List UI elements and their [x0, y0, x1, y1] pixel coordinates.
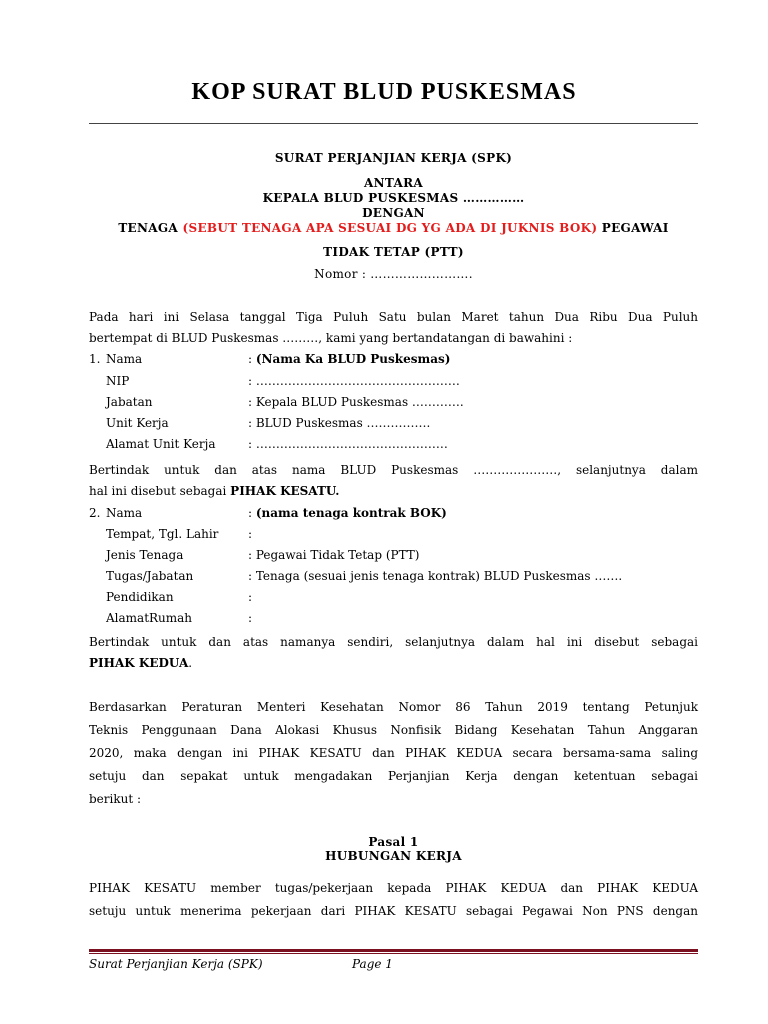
- party1-value-unit: : BLUD Puskesmas …………….: [248, 416, 431, 430]
- party1-role: PIHAK KESATU.: [230, 484, 340, 498]
- party1-row-nama: [89, 352, 698, 372]
- party2-value-tugas: : Tenaga (sesuai jenis tenaga kontrak) BLUD Puskesmas …….: [248, 569, 623, 583]
- doc-title-antara: ANTARA: [364, 176, 423, 190]
- footer-doc-title: Surat Perjanjian Kerja (SPK): [89, 957, 263, 971]
- doc-title-party1: KEPALA BLUD PUSKESMAS ……………: [262, 191, 525, 205]
- letterhead-title: KOP SURAT BLUD PUSKESMAS: [191, 79, 577, 105]
- doc-title-party2-end: PEGAWAI: [597, 221, 669, 235]
- intro-line-2: bertempat di BLUD Puskesmas ………, kami yang bertandatangan di bawahini :: [89, 331, 573, 345]
- basis-line-5: berikut :: [89, 792, 142, 806]
- pasal1-subtitle: HUBUNGAN KERJA: [325, 849, 462, 863]
- party2-row-pendidikan: [89, 590, 698, 610]
- pasal1-line-1: PIHAK KESATU member tugas/pekerjaan kepada PIHAK KEDUA dan PIHAK KEDUA: [89, 881, 698, 895]
- party1-row-jabatan: [89, 395, 698, 415]
- party2-row-jenis: [89, 548, 698, 568]
- party1-row-alamat: [89, 437, 698, 457]
- party1-label-unit: Unit Kerja: [106, 416, 169, 430]
- party2-row-alamat: [89, 611, 698, 631]
- footer-page-number: Page 1: [352, 957, 393, 971]
- basis-line-3: 2020, maka dengan ini PIHAK KESATU dan PIHAK KEDUA secara bersama-sama saling: [89, 746, 698, 760]
- footer-divider-thin: [89, 953, 698, 954]
- party2-statement-line-2: [89, 653, 698, 674]
- doc-title: SURAT PERJANJIAN KERJA (SPK): [274, 151, 513, 165]
- party1-value-alamat: : …………………………………………: [248, 437, 448, 451]
- party1-row-nip: [89, 374, 698, 394]
- party2-statement-line-1: Bertindak untuk dan atas namanya sendiri, selanjutnya dalam hal ini disebut sebagai: [89, 635, 698, 649]
- party2-number: 2.: [89, 506, 101, 520]
- party2-name-placeholder: (nama tenaga kontrak BOK): [255, 506, 447, 520]
- party2-label-pendidikan: Pendidikan: [106, 590, 174, 604]
- intro-line-1: Pada hari ini Selasa tanggal Tiga Puluh Satu bulan Maret tahun Dua Ribu Dua Puluh: [89, 310, 698, 324]
- party1-value-nip: : ……………………………………………: [248, 374, 460, 388]
- party1-label-nama: Nama: [106, 352, 143, 366]
- party2-value-ttl: :: [248, 527, 253, 541]
- party1-statement-line-2: [89, 481, 698, 502]
- pasal1-line-2: setuju untuk menerima pekerjaan dari PIHAK KESATU sebagai Pegawai Non PNS dengan: [89, 904, 698, 918]
- basis-line-1: Berdasarkan Peraturan Menteri Kesehatan Nomor 86 Tahun 2019 tentang Petunjuk: [89, 700, 698, 714]
- party2-label-tugas: Tugas/Jabatan: [106, 569, 194, 583]
- party2-statement-end: .: [188, 656, 193, 670]
- party2-row-nama: [89, 506, 698, 526]
- doc-title-ptt: TIDAK TETAP (PTT): [323, 245, 464, 259]
- doc-number: Nomor : …………………….: [314, 267, 473, 281]
- doc-title-party2: [89, 221, 698, 235]
- party2-value-nama: [248, 506, 447, 520]
- party2-label-ttl: Tempat, Tgl. Lahir: [106, 527, 219, 541]
- party2-label-alamat: AlamatRumah: [106, 611, 193, 625]
- party1-label-alamat: Alamat Unit Kerja: [106, 437, 216, 451]
- party1-statement-text: hal ini disebut sebagai: [89, 484, 231, 498]
- party1-name-placeholder: (Nama Ka BLUD Puskesmas): [255, 352, 451, 366]
- doc-title-party2-placeholder: (SEBUT TENAGA APA SESUAI DG YG ADA DI JUKNIS BOK): [182, 221, 598, 235]
- party1-label-nip: NIP: [106, 374, 130, 388]
- footer-divider-thick: [89, 949, 698, 952]
- party2-label-nama: Nama: [106, 506, 143, 520]
- letterhead-divider: [89, 123, 698, 124]
- party2-row-tugas: [89, 569, 698, 589]
- party1-row-unit: [89, 416, 698, 436]
- basis-line-2: Teknis Penggunaan Dana Alokasi Khusus Nonfisik Bidang Kesehatan Tahun Anggaran: [89, 723, 698, 737]
- party2-value-jenis: : Pegawai Tidak Tetap (PTT): [248, 548, 420, 562]
- party2-role: PIHAK KEDUA: [89, 656, 189, 670]
- doc-title-dengan: DENGAN: [362, 206, 425, 220]
- party2-colon: :: [248, 506, 256, 520]
- party1-number: 1.: [89, 352, 101, 366]
- party2-value-alamat: :: [248, 611, 253, 625]
- party2-value-pendidikan: :: [248, 590, 253, 604]
- party2-row-ttl: [89, 527, 698, 547]
- party2-label-jenis: Jenis Tenaga: [106, 548, 184, 562]
- party1-statement-line-1: Bertindak untuk dan atas nama BLUD Puskesmas …………………, selanjutnya dalam: [89, 463, 698, 477]
- doc-title-party2-start: TENAGA: [118, 221, 183, 235]
- pasal1-title: Pasal 1: [368, 835, 419, 849]
- party1-value-jabatan: : Kepala BLUD Puskesmas ………….: [248, 395, 464, 409]
- party1-colon: :: [248, 352, 256, 366]
- basis-line-4: setuju dan sepakat untuk mengadakan Perjanjian Kerja dengan ketentuan sebagai: [89, 769, 698, 783]
- party1-label-jabatan: Jabatan: [106, 395, 153, 409]
- party1-value-nama: [248, 352, 450, 366]
